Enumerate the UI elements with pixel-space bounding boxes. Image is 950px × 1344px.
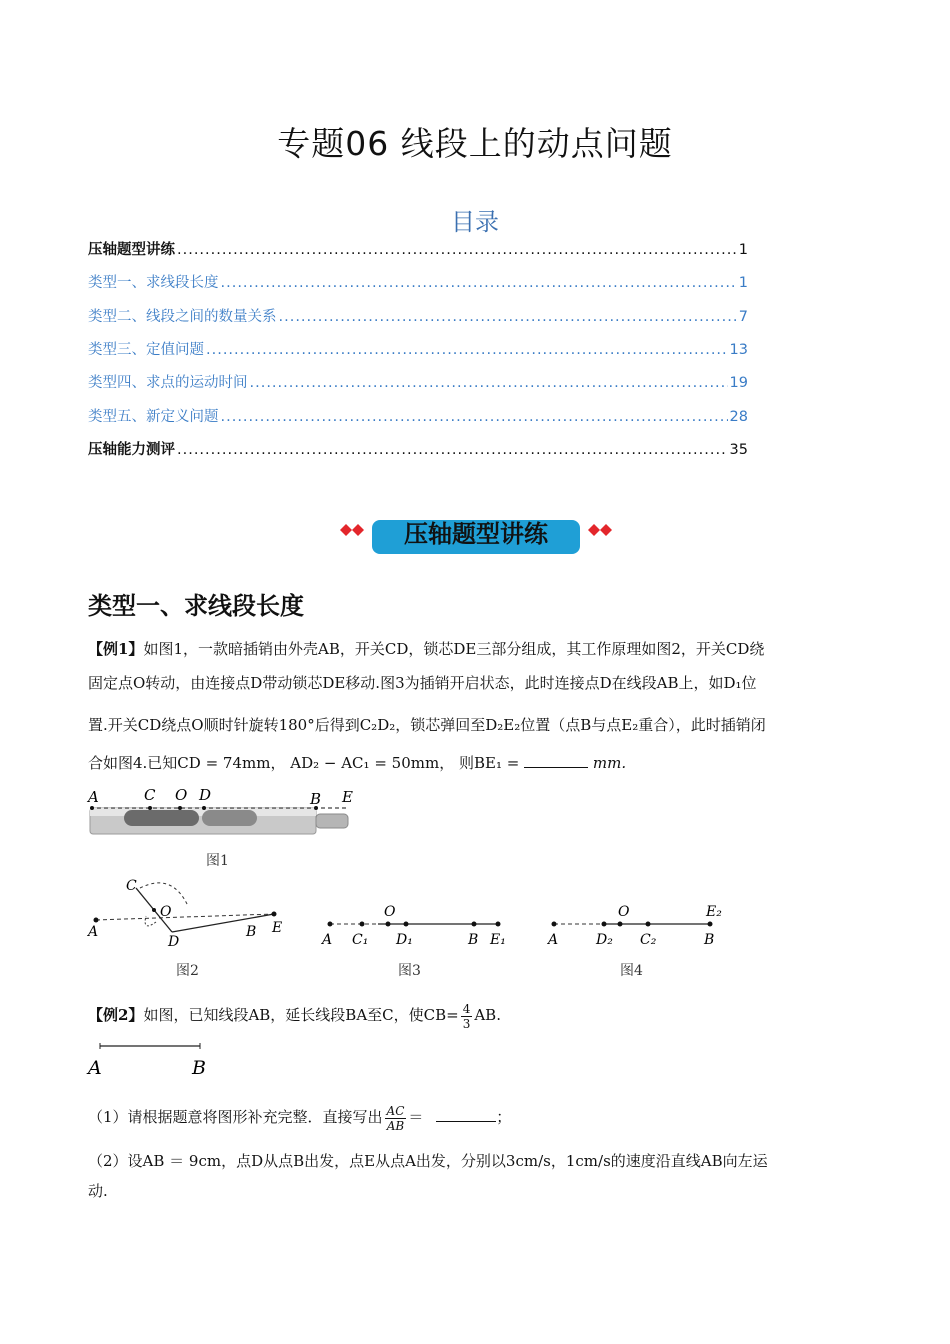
toc-item-page: 35 <box>729 442 748 458</box>
fig3-label-a: A <box>322 932 333 948</box>
figure4-caption: 图4 <box>620 963 643 979</box>
toc-item-test[interactable] <box>88 438 748 459</box>
section-title: 类型一、求线段长度 <box>88 592 304 620</box>
toc-item-type3[interactable] <box>88 338 748 359</box>
fig3-label-b: B <box>468 932 479 948</box>
toc-item-label: 压轴题型讲练 <box>88 242 175 258</box>
fig2-label-d: D <box>168 934 180 950</box>
toc-item-drill[interactable] <box>88 238 748 259</box>
toc-item-page: 1 <box>738 242 748 258</box>
toc-item-label: 类型五、新定义问题 <box>88 409 219 425</box>
fig2-label-a: A <box>88 924 99 940</box>
segment-ab-diagram <box>84 1040 224 1080</box>
photo-label-d: D <box>199 786 212 804</box>
example1-line3: 置.开关CD绕点O顺时针旋转180°后得到C₂D₂，锁芯弹回至D₂E₂位置（点B与点E₂重合），此时插销闭 <box>88 716 766 734</box>
figure3-caption: 图3 <box>398 963 421 979</box>
example2-q1: （1）请根据题意将图形补充完整．直接写出 $\frac{AC}{AB}$ ＝ ； <box>88 1103 512 1133</box>
toc-item-label: 类型二、线段之间的数量关系 <box>88 309 277 325</box>
toc-item-page: 1 <box>738 275 748 291</box>
fig2-label-o: O <box>160 904 172 920</box>
fig2-label-b: B <box>246 924 257 940</box>
example1-line1: 【例1】如图1，一款暗插销由外壳AB，开关CD，锁芯DE三部分组成，其工作原理如图2，开关CD绕 <box>88 640 765 658</box>
example1-line4: 合如图4.已知CD = 74mm， AD₂ − AC₁ = 50mm， 则BE₁ = mm. <box>88 754 627 772</box>
photo-label-e: E <box>342 788 353 806</box>
toc-item-page: 7 <box>738 309 748 325</box>
photo-label-c: C <box>144 786 156 804</box>
example2-line1: 【例2】如图，已知线段AB，延长线段BA至C，使CB= $\frac{4}{3}$ AB. <box>88 1001 501 1031</box>
toc-item-type2[interactable] <box>88 305 748 326</box>
example-tag: 【例1】 <box>88 640 144 658</box>
fig4-label-e2: E₂ <box>706 904 722 920</box>
figure1-caption: 图1 <box>206 853 229 869</box>
toc-item-label: 类型四、求点的运动时间 <box>88 375 248 391</box>
segment-label-a: A <box>88 1057 102 1079</box>
section-banner <box>336 512 618 558</box>
fig4-label-d2: D₂ <box>596 932 613 948</box>
diamond-icon <box>588 524 612 536</box>
photo-label-a: A <box>88 788 99 806</box>
segment-label-b: B <box>192 1057 206 1079</box>
toc-heading: 目录 <box>451 208 499 236</box>
figure2-caption: 图2 <box>176 963 199 979</box>
fig3-label-c1: C₁ <box>352 932 369 948</box>
photo-label-b: B <box>310 790 322 808</box>
toc-item-page: 19 <box>729 375 748 391</box>
toc-item-type1[interactable] <box>88 271 748 292</box>
figure2-diagram <box>84 878 294 950</box>
example-tag: 【例2】 <box>88 1006 144 1024</box>
fig2-label-e: E <box>272 920 283 936</box>
figure3-diagram <box>318 900 518 950</box>
toc-item-label: 压轴能力测评 <box>88 442 175 458</box>
toc-item-label: 类型一、求线段长度 <box>88 275 219 291</box>
banner-text: 压轴题型讲练 <box>404 520 548 548</box>
toc-item-type4[interactable] <box>88 371 748 392</box>
toc-item-page: 28 <box>729 409 748 425</box>
example2-q2-line2: 动. <box>88 1182 108 1200</box>
page-title: 专题06 线段上的动点问题 <box>277 124 673 163</box>
photo-label-o: O <box>175 786 188 804</box>
fraction: $\frac{AC}{AB}$ <box>386 1103 405 1133</box>
example2-q2-line1: （2）设AB ＝ 9cm，点D从点B出发，点E从点A出发，分别以3cm/s，1cm/s的速度沿直线AB向左运 <box>88 1152 768 1170</box>
fig2-label-c: C <box>126 878 137 894</box>
fig3-label-d1: D₁ <box>396 932 413 948</box>
fig3-label-e1: E₁ <box>490 932 506 948</box>
toc-item-page: 13 <box>729 342 748 358</box>
answer-blank[interactable] <box>524 753 588 768</box>
fig3-label-o: O <box>384 904 396 920</box>
fraction: $\frac{4}{3}$ <box>462 1001 471 1031</box>
toc-item-label: 类型三、定值问题 <box>88 342 204 358</box>
fig4-label-b: B <box>704 932 715 948</box>
fig4-label-a: A <box>548 932 559 948</box>
fig4-label-o: O <box>618 904 630 920</box>
example1-line2: 固定点O转动，由连接点D带动锁芯DE移动.图3为插销开启状态，此时连接点D在线段AB上，如D₁位 <box>88 674 757 692</box>
figure4-diagram <box>544 900 734 950</box>
toc-item-type5[interactable] <box>88 405 748 426</box>
figure1-photo <box>84 786 364 842</box>
fig4-label-c2: C₂ <box>640 932 657 948</box>
answer-blank[interactable] <box>436 1107 496 1122</box>
diamond-icon <box>340 524 364 536</box>
